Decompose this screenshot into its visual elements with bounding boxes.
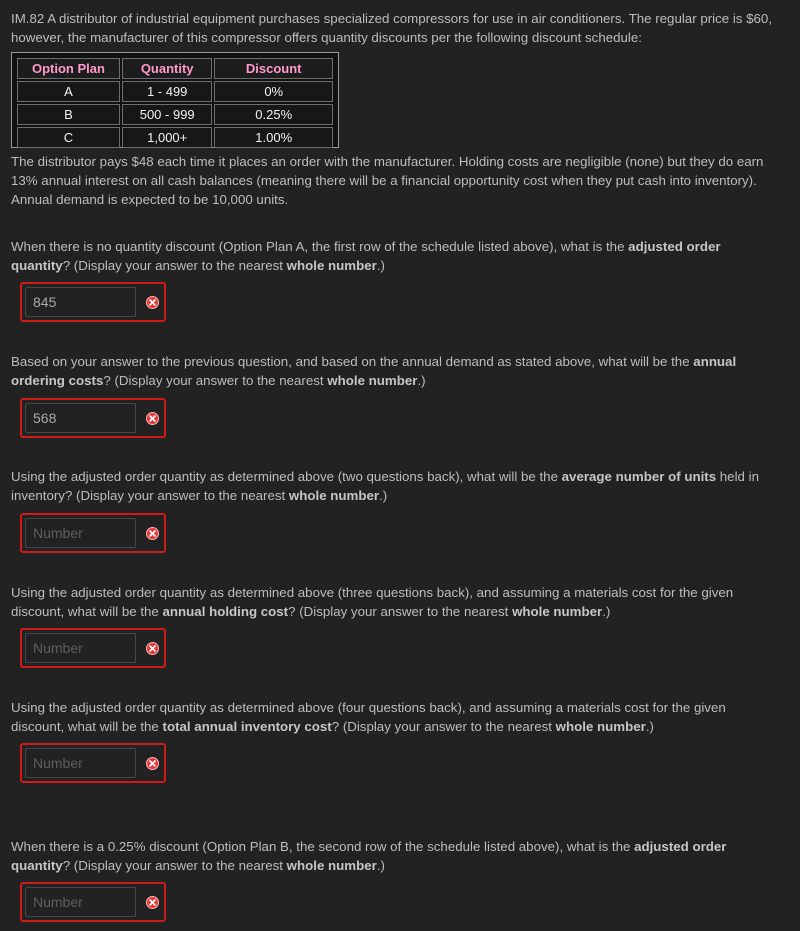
question-text-part: ? (Display your answer to the nearest xyxy=(288,604,513,619)
answer-4-box xyxy=(20,628,166,668)
table-row xyxy=(17,127,333,148)
question-keyword: whole number xyxy=(286,258,377,273)
question-keyword: average number of units xyxy=(561,469,717,484)
question-text-part: ? (Display your answer to the nearest xyxy=(62,858,287,873)
question-keyword: total annual inventory cost xyxy=(162,719,332,734)
table-cell: 0% xyxy=(214,81,333,102)
table-cell: 1.00% xyxy=(214,127,333,148)
question-text-part: ? (Display your answer to the nearest xyxy=(331,719,556,734)
question-keyword: whole number xyxy=(286,858,377,873)
question-text-part: Using the adjusted order quantity as determined above (four questions back), and assuming a materials cost for the given discount, what will be the xyxy=(11,700,726,734)
discount-schedule-table xyxy=(11,52,339,148)
incorrect-icon xyxy=(146,412,159,425)
question-keyword: whole number xyxy=(327,373,418,388)
table-header-row xyxy=(17,58,333,79)
question-text-part: When there is no quantity discount (Option Plan A, the first row of the schedule listed above), what is the xyxy=(11,239,629,254)
answer-3-box xyxy=(20,513,166,553)
question-2-text xyxy=(11,352,781,390)
answer-5-box xyxy=(20,743,166,783)
table-cell: 0.25% xyxy=(214,104,333,125)
question-1-text xyxy=(11,237,781,275)
question-text-part: .) xyxy=(376,258,385,273)
incorrect-icon xyxy=(146,757,159,770)
question-text-part: .) xyxy=(376,858,385,873)
table-cell: A xyxy=(17,81,120,102)
question-keyword: whole number xyxy=(288,488,380,503)
incorrect-icon xyxy=(146,296,159,309)
context-text: The distributor pays $48 each time it places an order with the manufacturer. Holding costs are negligible (none) but they do earn 13% annual interest on all cash balances (meaning there will be a financial opportunity cost when they put cash into inventory). Annual demand is expected to be 10,000 units. xyxy=(11,154,764,207)
answer-4-input[interactable] xyxy=(25,633,136,663)
question-keyword: annual holding cost xyxy=(162,604,289,619)
question-6-text xyxy=(11,837,781,875)
table-cell: C xyxy=(17,127,120,148)
table-cell: 1 - 499 xyxy=(122,81,212,102)
table-cell: 1,000+ xyxy=(122,127,212,148)
incorrect-icon xyxy=(146,896,159,909)
question-text-part: held in inventory? (Display your answer to the nearest xyxy=(11,469,759,503)
answer-6-input[interactable] xyxy=(25,887,136,917)
question-text-part: ? (Display your answer to the nearest xyxy=(103,373,328,388)
column-header: Discount xyxy=(214,58,333,79)
answer-2-box xyxy=(20,398,166,438)
table-row xyxy=(17,81,333,102)
schedule-table xyxy=(15,56,335,150)
table-cell: 500 - 999 xyxy=(122,104,212,125)
question-text-part: Using the adjusted order quantity as determined above (two questions back), what will be the xyxy=(11,469,562,484)
intro-text: IM.82 A distributor of industrial equipment purchases specialized compressors for use in air conditioners. The regular price is $60, however, the manufacturer of this compressor offers quantity discounts per the following discount schedule: xyxy=(11,11,773,45)
question-text-part: When there is a 0.25% discount (Option Plan B, the second row of the schedule listed above), what is the xyxy=(11,839,635,854)
question-text-part: .) xyxy=(602,604,611,619)
answer-3-input[interactable] xyxy=(25,518,136,548)
answer-1-input[interactable] xyxy=(25,287,136,317)
question-text-part: .) xyxy=(645,719,654,734)
incorrect-icon xyxy=(146,527,159,540)
question-text-part: ? (Display your answer to the nearest xyxy=(62,258,287,273)
question-keyword: whole number xyxy=(512,604,603,619)
question-text-part: .) xyxy=(379,488,388,503)
question-keyword: adjusted order quantity xyxy=(11,239,721,273)
question-3-text xyxy=(11,467,781,505)
column-header: Quantity xyxy=(122,58,212,79)
question-keyword: annual ordering costs xyxy=(11,354,737,388)
answer-5-input[interactable] xyxy=(25,748,136,778)
question-text-part: .) xyxy=(417,373,426,388)
question-text-part: Using the adjusted order quantity as determined above (three questions back), and assuming a materials cost for the given discount, what will be the xyxy=(11,585,734,619)
answer-6-box xyxy=(20,882,166,922)
question-keyword: adjusted order quantity xyxy=(11,839,727,873)
answer-1-box xyxy=(20,282,166,322)
answer-2-input[interactable] xyxy=(25,403,136,433)
table-row xyxy=(17,104,333,125)
question-5-text xyxy=(11,698,781,736)
question-keyword: whole number xyxy=(555,719,646,734)
question-4-text xyxy=(11,583,781,621)
column-header: Option Plan xyxy=(17,58,120,79)
question-text-part: Based on your answer to the previous question, and based on the annual demand as stated above, what will be the xyxy=(11,354,694,369)
table-cell: B xyxy=(17,104,120,125)
incorrect-icon xyxy=(146,642,159,655)
